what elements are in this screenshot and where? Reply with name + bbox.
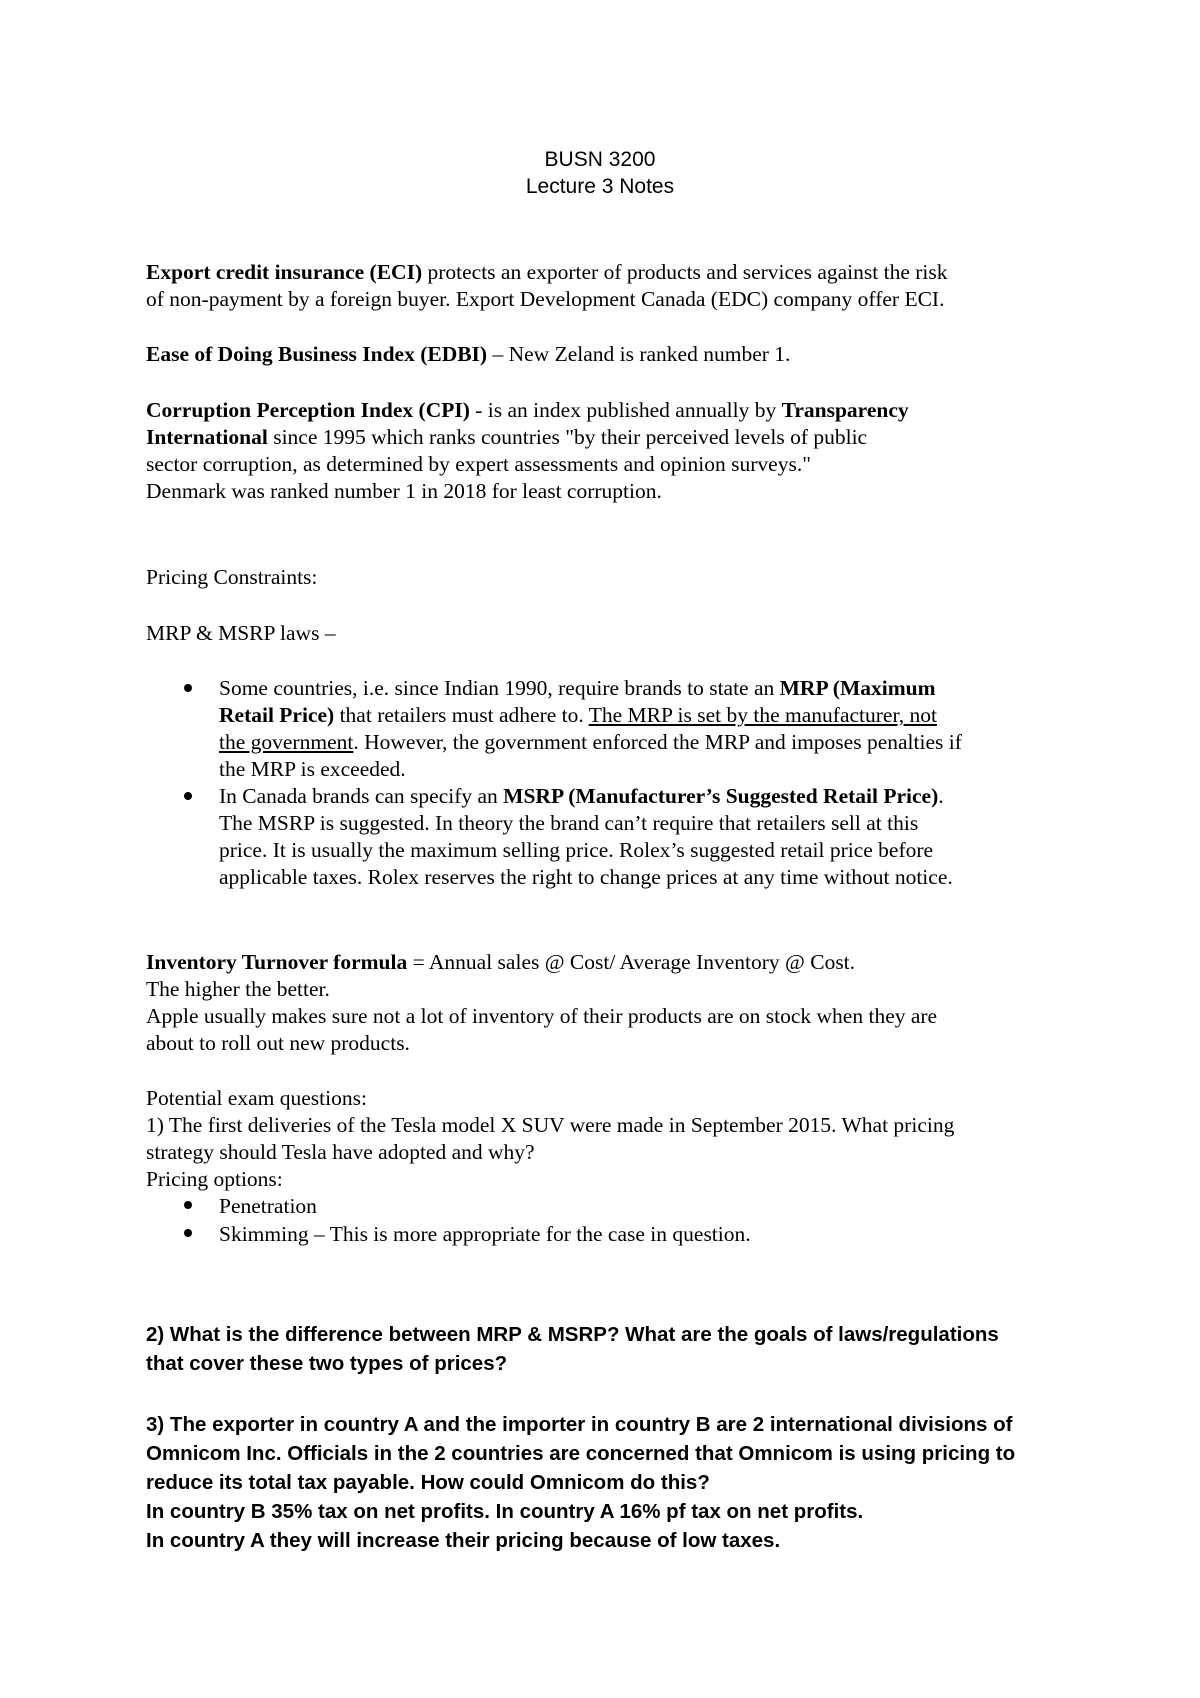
msrp-bullet-line-2: The MSRP is suggested. In theory the brand can’t require that retailers sell at this bbox=[219, 811, 919, 835]
edbi-term: Ease of Doing Business Index (EDBI) bbox=[146, 342, 488, 366]
cpi-paragraph-line-2: International since 1995 which ranks countries "by their perceived levels of public bbox=[146, 425, 868, 449]
mrp-msrp-laws-heading: MRP & MSRP laws – bbox=[146, 621, 336, 645]
inventory-paragraph-line-4: about to roll out new products. bbox=[146, 1031, 410, 1055]
pricing-options-heading: Pricing options: bbox=[146, 1167, 283, 1191]
question-2-line-2: that cover these two types of prices? bbox=[146, 1352, 508, 1375]
edbi-paragraph: Ease of Doing Business Index (EDBI) – New Zeland is ranked number 1. bbox=[146, 342, 791, 366]
inventory-paragraph-line-1: Inventory Turnover formula = Annual sales @ Cost/ Average Inventory @ Cost. bbox=[146, 950, 856, 974]
eci-paragraph-line-1: Export credit insurance (ECI) protects an exporter of products and services against the risk bbox=[146, 260, 948, 284]
eci-paragraph-line-2: of non-payment by a foreign buyer. Export Development Canada (EDC) company offer ECI. bbox=[146, 287, 945, 311]
mrp-bullet-line-4: the MRP is exceeded. bbox=[219, 757, 406, 781]
bullet-icon bbox=[184, 684, 192, 692]
bullet-icon bbox=[184, 1229, 192, 1237]
cpi-term: Corruption Perception Index (CPI) bbox=[146, 398, 470, 422]
cpi-paragraph-line-3: sector corruption, as determined by expert assessments and opinion surveys." bbox=[146, 452, 811, 476]
pricing-option-skimming: Skimming – This is more appropriate for the case in question. bbox=[219, 1222, 751, 1246]
msrp-bullet-line-1: In Canada brands can specify an MSRP (Manufacturer’s Suggested Retail Price). bbox=[219, 784, 944, 808]
lecture-title: Lecture 3 Notes bbox=[525, 175, 675, 198]
course-title: BUSN 3200 bbox=[544, 148, 656, 171]
inventory-term: Inventory Turnover formula bbox=[146, 950, 408, 974]
bullet-icon bbox=[184, 792, 192, 800]
cpi-paragraph-line-1: Corruption Perception Index (CPI) - is an index published annually by Transparency bbox=[146, 398, 909, 422]
mrp-bullet-line-1: Some countries, i.e. since Indian 1990, require brands to state an MRP (Maximum bbox=[219, 676, 936, 700]
question-3-answer-line-1: In country B 35% tax on net profits. In country A 16% pf tax on net profits. bbox=[146, 1500, 864, 1523]
question-3-line-2: Omnicom Inc. Officials in the 2 countries are concerned that Omnicom is using pricing to bbox=[146, 1442, 1016, 1465]
exam-questions-heading: Potential exam questions: bbox=[146, 1086, 367, 1110]
document-header bbox=[0, 146, 1200, 200]
question-1-line-1: 1) The first deliveries of the Tesla model X SUV were made in September 2015. What pricing bbox=[146, 1113, 955, 1137]
eci-term: Export credit insurance (ECI) bbox=[146, 260, 423, 284]
inventory-paragraph-line-3: Apple usually makes sure not a lot of inventory of their products are on stock when they are bbox=[146, 1004, 938, 1028]
msrp-bullet-line-3: price. It is usually the maximum selling price. Rolex’s suggested retail price before bbox=[219, 838, 934, 862]
question-3-line-3: reduce its total tax payable. How could Omnicom do this? bbox=[146, 1471, 710, 1494]
pricing-constraints-heading: Pricing Constraints: bbox=[146, 565, 318, 589]
question-2-line-1: 2) What is the difference between MRP & MSRP? What are the goals of laws/regulations bbox=[146, 1323, 999, 1346]
inventory-paragraph-line-2: The higher the better. bbox=[146, 977, 330, 1001]
cpi-paragraph-line-4: Denmark was ranked number 1 in 2018 for least corruption. bbox=[146, 479, 662, 503]
mrp-bullet-line-2: Retail Price) that retailers must adhere to. The MRP is set by the manufacturer, not bbox=[219, 703, 937, 727]
bullet-icon bbox=[184, 1201, 192, 1209]
mrp-bullet-line-3: the government. However, the government enforced the MRP and imposes penalties if bbox=[219, 730, 962, 754]
msrp-bullet-line-4: applicable taxes. Rolex reserves the right to change prices at any time without notice. bbox=[219, 865, 953, 889]
pricing-option-penetration: Penetration bbox=[219, 1194, 317, 1218]
question-1-line-2: strategy should Tesla have adopted and why? bbox=[146, 1140, 535, 1164]
question-3-line-1: 3) The exporter in country A and the importer in country B are 2 international divisions of bbox=[146, 1413, 1013, 1436]
question-3-answer-line-2: In country A they will increase their pricing because of low taxes. bbox=[146, 1529, 781, 1552]
